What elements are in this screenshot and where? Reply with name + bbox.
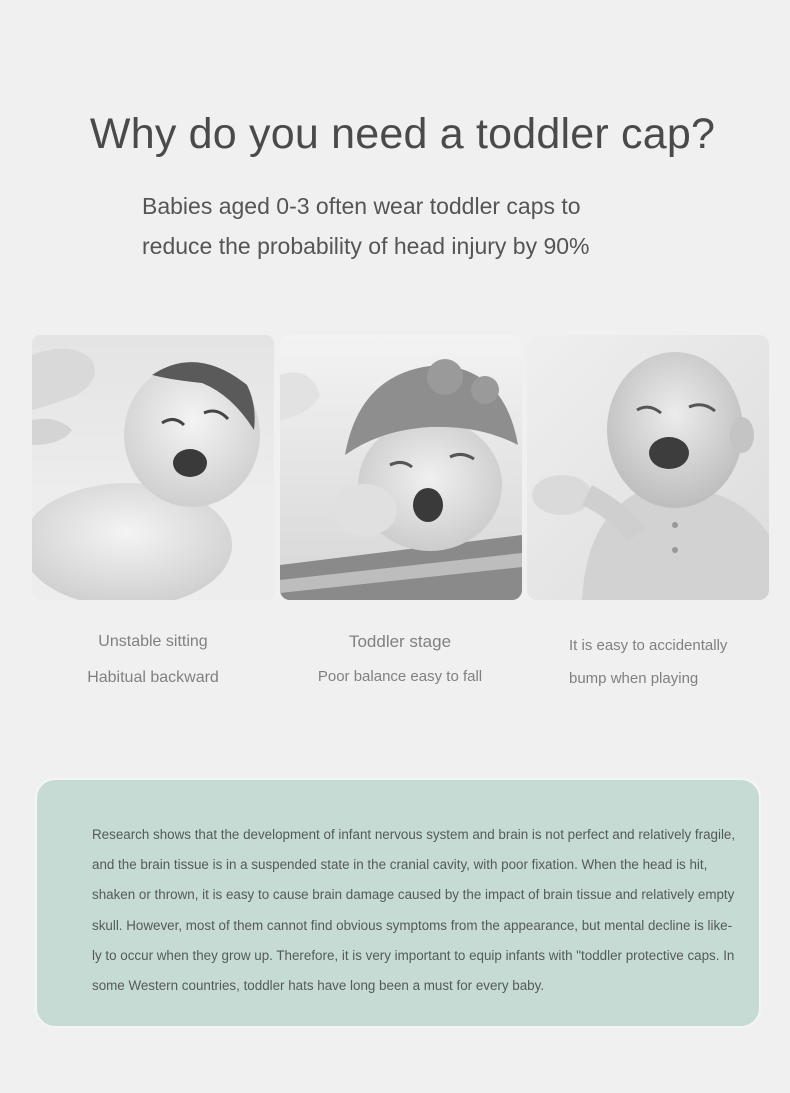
stage-3-line: It is easy to accidentally xyxy=(569,637,728,654)
crying-newborn-photo xyxy=(32,335,274,600)
page-title: Why do you need a toddler cap? xyxy=(89,110,716,158)
stage-2-description: Poor balance easy to fall xyxy=(317,668,483,685)
stage-2-title: Toddler stage xyxy=(348,632,452,651)
stage-3-caption xyxy=(569,629,769,695)
research-line: ly to occur when they grow up. Therefore, it is very important to equip infants with "toddler protective caps. In xyxy=(92,947,735,963)
research-line: Research shows that the development of infant nervous system and brain is not perfect and relatively fragile, xyxy=(92,827,736,842)
subtitle-line: reduce the probability of head injury by 90% xyxy=(142,233,590,259)
stage-3-line: bump when playing xyxy=(569,670,699,687)
research-line: skull. However, most of them cannot find obvious symptoms from the appearance, but mental decline is like- xyxy=(92,917,733,933)
crying-toddler-photo xyxy=(527,335,769,600)
subtitle-line: Babies aged 0-3 often wear toddler caps to xyxy=(142,193,581,219)
research-line: shaken or thrown, it is easy to cause brain damage caused by the impact of brain tissue and relatively empty xyxy=(92,887,735,903)
research-panel xyxy=(35,778,761,1028)
research-line: and the brain tissue is in a suspended state in the cranial cavity, with poor fixation. When the head is hit, xyxy=(92,857,708,873)
stage-1-title: Unstable sitting xyxy=(98,633,208,650)
page-subtitle xyxy=(142,186,682,266)
stage-1-description: Habitual backward xyxy=(87,669,219,686)
research-line: some Western countries, toddler hats have long been a must for every baby. xyxy=(92,978,545,994)
research-text xyxy=(92,820,736,1001)
crying-baby-in-knit-hat-photo xyxy=(280,335,522,600)
